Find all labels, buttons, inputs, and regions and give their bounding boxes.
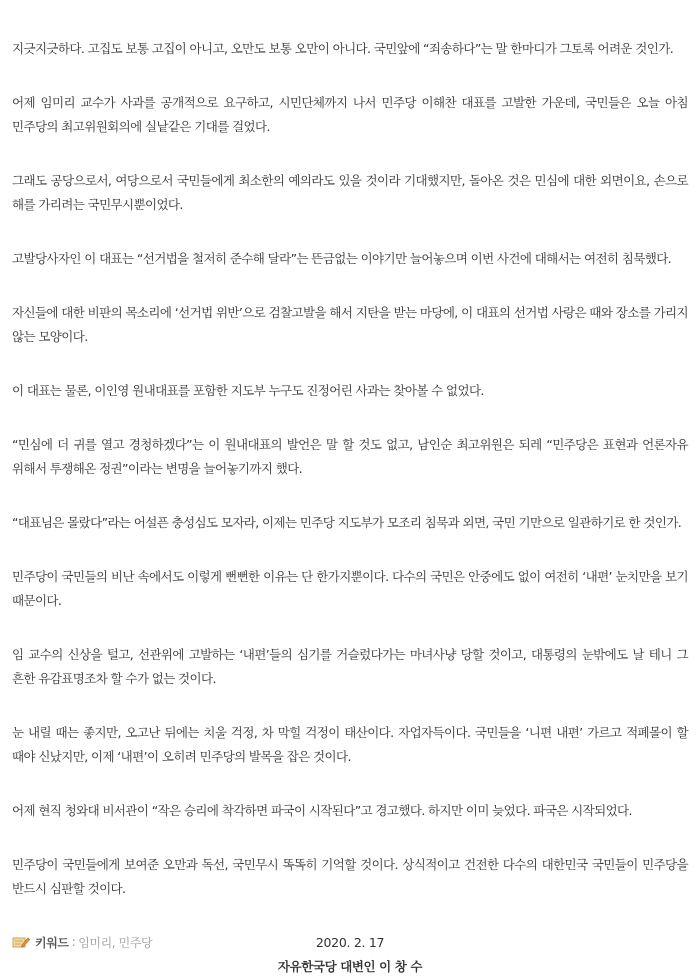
keywords-label: 키워드 [35, 935, 69, 950]
statement-date: 2020. 2. 17 [315, 935, 385, 950]
paragraph: 어제 임미리 교수가 사과를 공개적으로 요구하고, 시민단체까지 나서 민주당 이해찬 대표를 고발한 가운데, 국민들은 오늘 아침 민주당의 최고위원회의에 실낱같은 기대를 걸었다. [12, 95, 688, 134]
paragraph: 눈 내릴 때는 좋지만, 오고난 뒤에는 치울 걱정, 차 막힐 걱정이 태산이다. 자업자득이다. 국민들을 ‘니편 내편’ 가르고 적폐몰이 할 때야 신났지만, 이제 ‘내편’이 오히려 민주당의 발목을 잡은 것이다. [12, 725, 688, 764]
paragraph: “민심에 더 귀를 열고 경청하겠다”는 이 원내대표의 발언은 말 할 것도 없고, 남인순 최고위원은 되레 “민주당은 표현과 언론자유 위해서 투쟁해온 정권”이라는 변명을 늘어놓기까지 했다. [12, 437, 688, 476]
article-body [12, 37, 688, 979]
paragraph: 민주당이 국민들의 비난 속에서도 이렇게 뻔뻔한 이유는 단 한가지뿐이다. 다수의 국민은 안중에도 없이 여전히 ‘내편’ 눈치만을 보기 때문이다. [12, 569, 688, 608]
paragraph: 이 대표는 물론, 이인영 원내대표를 포함한 지도부 누구도 진정어린 사과는 찾아볼 수 없었다. [12, 383, 484, 398]
paragraph: 자신들에 대한 비판의 목소리에 ‘선거법 위반’으로 검찰고발을 해서 지탄을 받는 마당에, 이 대표의 선거법 사랑은 때와 장소를 가리지 않는 모양이다. [12, 305, 688, 344]
statement-author: 자유한국당 대변인 이 창 수 [277, 959, 423, 974]
paragraph: 민주당이 국민들에게 보여준 오만과 독선, 국민무시 똑똑히 기억할 것이다. 상식적이고 건전한 다수의 대한민국 국민들이 민주당을 반드시 심판할 것이다. [12, 857, 688, 896]
paragraph: 그래도 공당으로서, 여당으로서 국민들에게 최소한의 예의라도 있을 것이라 기대했지만, 돌아온 것은 민심에 대한 외면이요, 손으로 해를 가리려는 국민무시뿐이었다. [12, 173, 688, 212]
paragraph: 어제 현직 청와대 비서관이 “작은 승리에 착각하면 파국이 시작된다”고 경고했다. 하지만 이미 늦었다. 파국은 시작되었다. [12, 803, 632, 818]
paragraph: 임 교수의 신상을 털고, 선관위에 고발하는 ‘내편’들의 심기를 거슬렀다가는 마녀사냥 당할 것이고, 대통령의 눈밖에도 날 테니 그 흔한 유감표명조차 할 수가 없는 것이다. [12, 647, 688, 686]
keywords-separator: : [71, 935, 76, 949]
paragraph: “대표님은 몰랐다”라는 어설픈 충성심도 모자라, 이제는 민주당 지도부가 모조리 침묵과 외면, 국민 기만으로 일관하기로 한 것인가. [12, 515, 682, 530]
keywords-bar [12, 932, 152, 952]
paragraph: 고발당사자인 이 대표는 “선거법을 철저히 준수해 달라”는 뜬금없는 이야기만 늘어놓으며 이번 사건에 대해서는 여전히 침묵했다. [12, 251, 672, 266]
pencil-note-icon [12, 935, 30, 949]
keywords-list: 임미리, 민주당 [78, 935, 153, 950]
paragraph: 지긋지긋하다. 고집도 보통 고집이 아니고, 오만도 보통 오만이 아니다. 국민앞에 “죄송하다”는 말 한마디가 그토록 어려운 것인가. [12, 41, 674, 56]
